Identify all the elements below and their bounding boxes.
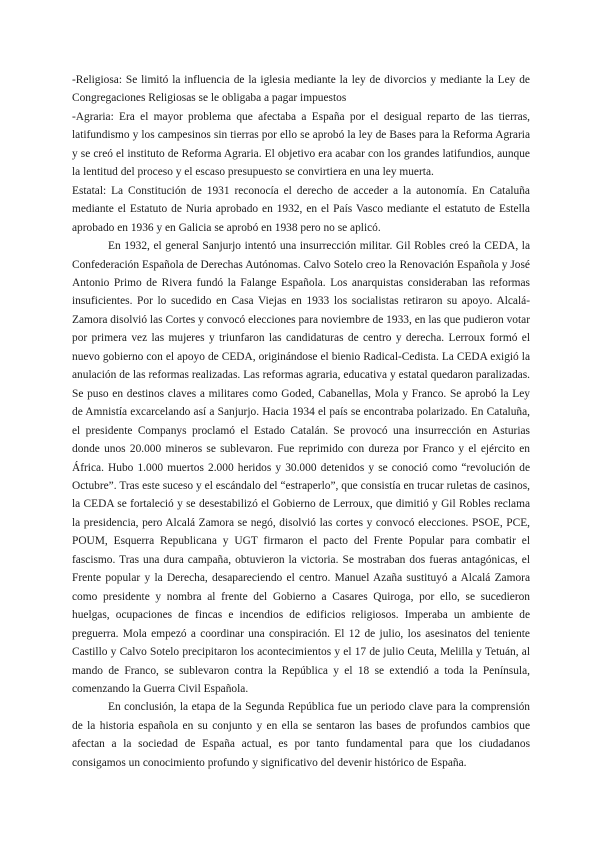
document-page (72, 71, 530, 772)
paragraph-religiosa: -Religiosa: Se limitó la influencia de la iglesia mediante la ley de divorcios y mediante la Ley de Congregaciones Religiosas se le obligaba a pagar impuestos (72, 74, 530, 105)
paragraph-events: En 1932, el general Sanjurjo intentó una insurrección militar. Gil Robles creó la CEDA, la Confederación Española de Derechas Autónomas. Calvo Sotelo creo la Renovación Española y José Antonio Primo de Rivera fundó la Falange Española. Los anarquistas consideraban las reformas insuficientes. Por lo sucedido en Casa Viejas en 1933 los socialistas retiraron su apoyo. Alcalá-Zamora disolvió las Cortes y convocó elecciones para noviembre de 1933, en las que pudieron votar por primera vez las mujeres y triunfaron las candidaturas de centro y derecha. Lerroux formó el nuevo gobierno con el apoyo de CEDA, originándose el bienio Radical-Cedista. La CEDA exigió la anulación de las reformas realizadas. Las reformas agraria, educativa y estatal quedaron paralizadas. Se puso en destinos claves a militares como Goded, Cabanellas, Mola y Franco. Se aprobó la Ley de Amnistía excarcelando así a Sanjurjo. Hacia 1934 el país se encontraba polarizado. En Cataluña, el presidente Companys proclamó el Estado Catalán. Se provocó una insurrección en Asturias donde unos 20.000 mineros se sublevaron. Fue reprimido con dureza por Franco y el ejército en África. Hubo 1.000 muertos 2.000 heridos y 30.000 detenidos y se conoció como “revolución de Octubre”. Tras este suceso y el escándalo del “estraperlo”, que consistía en trucar ruletas de casinos, la CEDA se fortaleció y se desestabilizó el Gobierno de Lerroux, que dimitió y Gil Robles reclama la presidencia, pero Alcalá Zamora se negó, disolvió las cortes y convocó elecciones. PSOE, PCE, POUM, Esquerra Republicana y UGT firmaron el pacto del Frente Popular para combatir el fascismo. Tras una dura campaña, obtuvieron la victoria. Se mostraban dos fueras antagónicas, el Frente popular y la Derecha, desapareciendo el centro. Manuel Azaña sustituyó a Alcalá Zamora como presidente y nombra al frente del Gobierno a Casares Quiroga, por ello, se sucedieron huelgas, ocupaciones de fincas e incendios de edificios religiosos. Imperaba un ambiente de preguerra. Mola empezó a coordinar una conspiración. El 12 de julio, los asesinatos del teniente Castillo y Calvo Sotelo precipitaron los acontecimientos y el 17 de julio Ceuta, Melilla y Tetuán, al mando de Franco, se sublevaron contra la República y el 18 se extendió a toda la Península, comenzando la Guerra Civil Española. (72, 240, 530, 695)
paragraph-agraria: -Agraria: Era el mayor problema que afectaba a España por el desigual reparto de las tierras, latifundismo y los campesinos sin tierras por ello se aprobó la ley de Bases para la Reforma Agraria y se creó el instituto de Reforma Agraria. El objetivo era acabar con los grandes latifundios, aunque la lentitud del proceso y el escaso presupuesto se convirtiera en una ley muerta. (72, 110, 530, 179)
paragraph-conclusion: En conclusión, la etapa de la Segunda República fue un periodo clave para la comprensión de la historia española en su conjunto y en ella se sentaron las bases de profundos cambios que afectan a la sociedad de España actual, es por tanto fundamental para que los ciudadanos consigamos un conocimiento profundo y significativo del devenir histórico de España. (72, 701, 530, 769)
paragraph-estatal: Estatal: La Constitución de 1931 reconocía el derecho de acceder a la autonomía. En Cataluña mediante el Estatuto de Nuria aprobado en 1932, en el País Vasco mediante el estatuto de Estella aprobado en 1936 y en Galicia se aprobó en 1938 pero no se aplicó. (72, 184, 530, 234)
